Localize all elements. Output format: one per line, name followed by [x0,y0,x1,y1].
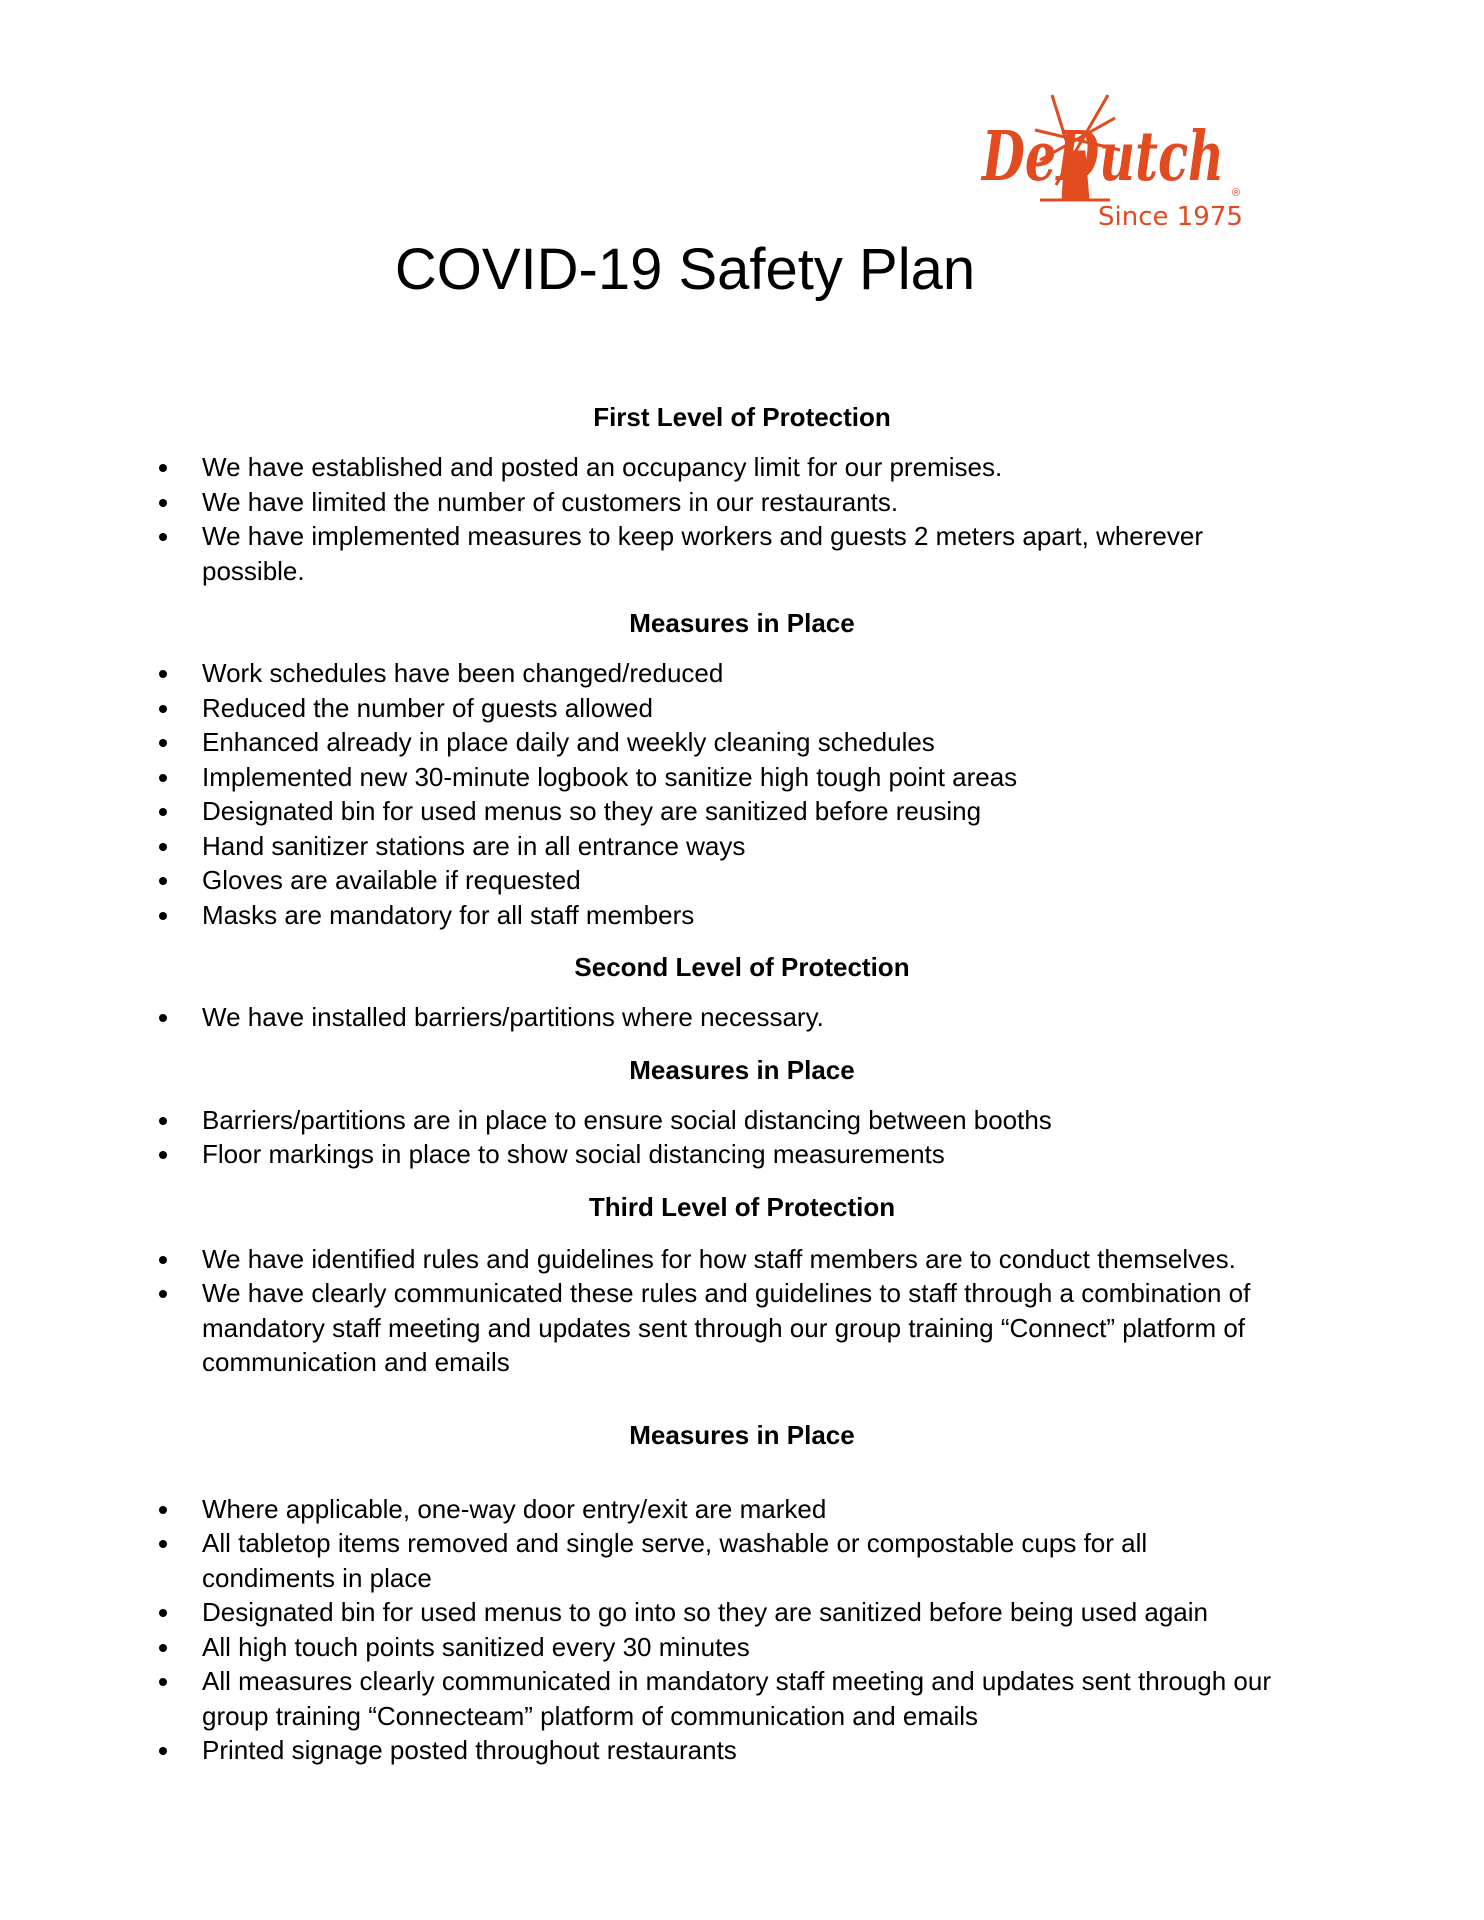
list-item: Floor markings in place to show social distancing measurements [0,1137,1272,1172]
list-item: Designated bin for used menus to go into so they are sanitized before being used again [0,1595,1272,1630]
list-item: All tabletop items removed and single serve, washable or compostable cups for all condiments in place [0,1526,1272,1595]
bullet-icon [159,808,167,816]
bullet-icon [159,464,167,472]
dedutch-logo [980,90,1270,240]
bullet-icon [159,1014,167,1022]
list-item: Barriers/partitions are in place to ensure social distancing between booths [0,1103,1272,1138]
registered-mark: ® [1232,187,1241,199]
list-item: Masks are mandatory for all staff members [0,898,1272,933]
section-heading: Third Level of Protection [588,1191,896,1222]
list-item: We have limited the number of customers in our restaurants. [0,485,1272,520]
bullet-icon [159,912,167,920]
bullet-icon [159,1506,167,1514]
page-title: COVID-19 Safety Plan [394,237,976,302]
list-item: We have identified rules and guidelines for how staff members are to conduct themselves. [0,1242,1272,1277]
list-item: Reduced the number of guests allowed [0,691,1272,726]
bullet-list [0,450,1484,588]
list-item: We have established and posted an occupancy limit for our premises. [0,450,1272,485]
logo-name: DeDutch [980,117,1224,197]
list-item: We have implemented measures to keep workers and guests 2 meters apart, wherever possible. [0,519,1272,588]
bullet-icon [159,499,167,507]
bullet-icon [159,1290,167,1298]
bullet-icon [159,877,167,885]
section-heading: Second Level of Protection [574,952,910,982]
bullet-list [0,1492,1484,1768]
list-item: Implemented new 30-minute logbook to sanitize high tough point areas [0,760,1272,795]
bullet-icon [159,1256,167,1264]
bullet-icon [159,705,167,713]
bullet-icon [159,1644,167,1652]
list-item: Hand sanitizer stations are in all entrance ways [0,829,1272,864]
bullet-icon [159,1540,167,1548]
bullet-icon [159,1747,167,1755]
list-item: Gloves are available if requested [0,863,1272,898]
bullet-icon [159,1151,167,1159]
bullet-list [0,1103,1484,1172]
bullet-icon [159,739,167,747]
bullet-list [0,656,1484,932]
logo-tagline: Since 1975 [1098,202,1243,232]
list-item: Printed signage posted throughout restaurants [0,1733,1272,1768]
bullet-icon [159,843,167,851]
section-heading: Measures in Place [629,608,855,638]
bullet-list [0,1000,1484,1035]
section-heading: Measures in Place [629,1054,855,1085]
document-body [0,400,1484,1768]
list-item: We have installed barriers/partitions where necessary. [0,1000,1272,1035]
list-item: Where applicable, one-way door entry/exit are marked [0,1492,1272,1527]
list-item: All measures clearly communicated in mandatory staff meeting and updates sent through our group training “Connecteam” platform of communication and emails [0,1664,1272,1733]
bullet-icon [159,1117,167,1125]
bullet-icon [159,774,167,782]
bullet-icon [159,533,167,541]
list-item: Designated bin for used menus so they are sanitized before reusing [0,794,1272,829]
section-heading: First Level of Protection [593,402,891,432]
bullet-icon [159,1609,167,1617]
bullet-icon [159,670,167,678]
bullet-list [0,1242,1484,1380]
bullet-icon [159,1678,167,1686]
section-heading: Measures in Place [629,1419,855,1450]
list-item: Work schedules have been changed/reduced [0,656,1272,691]
list-item: Enhanced already in place daily and weekly cleaning schedules [0,725,1272,760]
list-item: We have clearly communicated these rules and guidelines to staff through a combination of mandatory staff meeting and updates sent through our group training “Connect” platform of communication and emails [0,1276,1272,1380]
list-item: All high touch points sanitized every 30 minutes [0,1630,1272,1665]
